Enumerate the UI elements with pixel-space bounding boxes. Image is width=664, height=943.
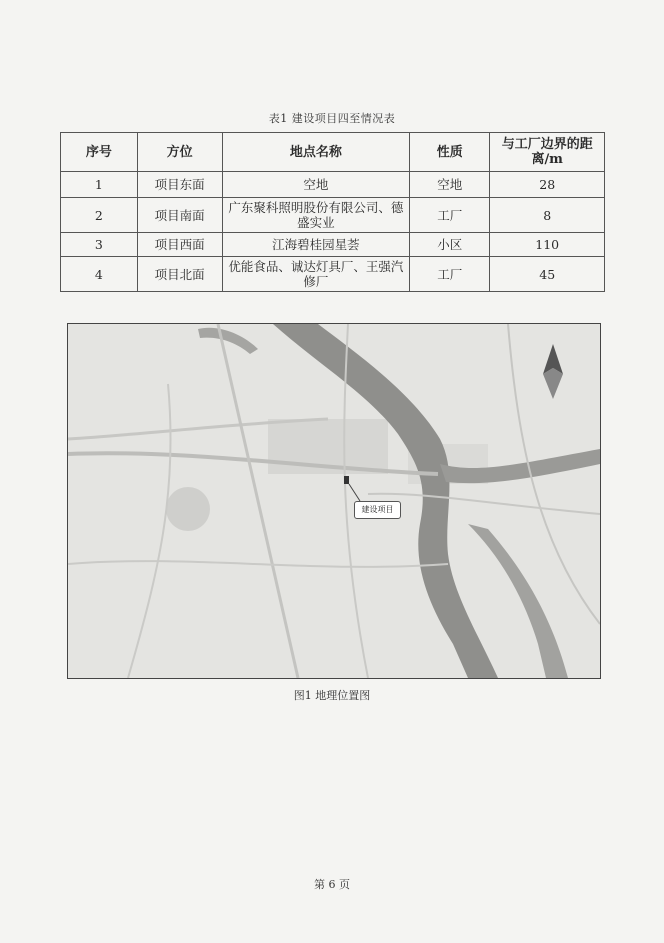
cell-nature: 小区	[410, 233, 490, 257]
cell-place: 空地	[222, 172, 409, 198]
cell-no: 4	[61, 257, 138, 292]
cell-nature: 工厂	[410, 198, 490, 233]
header-direction: 方位	[137, 133, 222, 172]
cell-direction: 项目南面	[137, 198, 222, 233]
header-nature: 性质	[410, 133, 490, 172]
table-row	[61, 233, 605, 257]
table-row	[61, 172, 605, 198]
table-caption: 表1 建设项目四至情况表	[268, 112, 396, 125]
header-place: 地点名称	[222, 133, 409, 172]
location-map	[67, 323, 601, 679]
cell-no: 3	[61, 233, 138, 257]
table-header-row	[61, 133, 605, 172]
cell-direction: 项目西面	[137, 233, 222, 257]
cell-place: 江海碧桂园星荟	[222, 233, 409, 257]
project-location-label: 建设项目	[354, 501, 401, 519]
cell-distance: 110	[490, 233, 605, 257]
cell-distance: 28	[490, 172, 605, 198]
header-no: 序号	[61, 133, 138, 172]
map-graphic	[68, 324, 600, 678]
figure-caption: 图1 地理位置图	[293, 689, 371, 702]
surroundings-table	[60, 132, 605, 292]
header-distance: 与工厂边界的距离/m	[490, 133, 605, 172]
cell-direction: 项目东面	[137, 172, 222, 198]
project-marker-icon	[344, 476, 349, 484]
cell-no: 2	[61, 198, 138, 233]
cell-place: 优能食品、诚达灯具厂、王强汽修厂	[222, 257, 409, 292]
table-row	[61, 198, 605, 233]
cell-distance: 45	[490, 257, 605, 292]
table-row	[61, 257, 605, 292]
cell-nature: 空地	[410, 172, 490, 198]
cell-distance: 8	[490, 198, 605, 233]
cell-nature: 工厂	[410, 257, 490, 292]
page-number: 第 6 页	[314, 878, 350, 891]
cell-no: 1	[61, 172, 138, 198]
cell-place: 广东聚科照明股份有限公司、德盛实业	[222, 198, 409, 233]
cell-direction: 项目北面	[137, 257, 222, 292]
